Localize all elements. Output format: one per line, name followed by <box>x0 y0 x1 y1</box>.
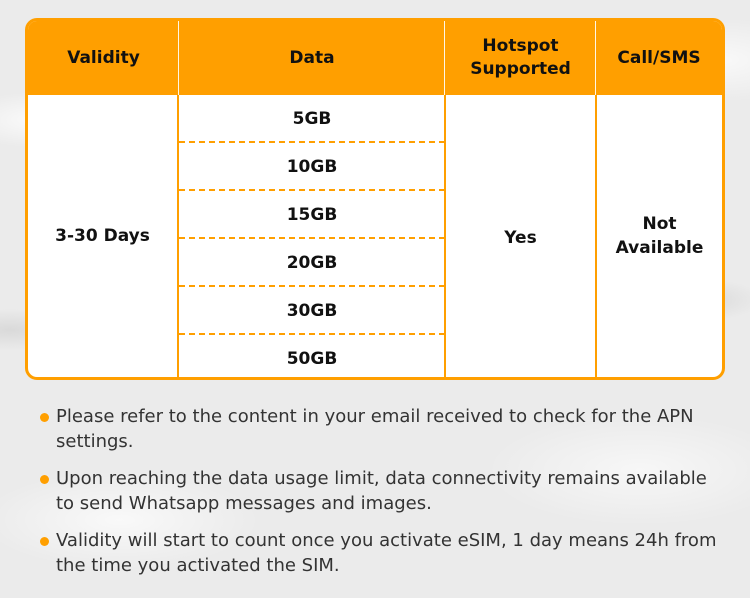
plan-table <box>25 18 725 380</box>
data-row-10gb: 10GB <box>286 157 338 177</box>
data-row-50gb: 50GB <box>286 349 338 369</box>
bullet-dot-icon <box>40 475 49 484</box>
list-item: Please refer to the content in your email received to check for the APN settings. <box>40 404 730 454</box>
notes-list <box>40 404 730 590</box>
data-row-15gb: 15GB <box>286 205 338 225</box>
header-divider <box>178 21 179 95</box>
data-row-30gb: 30GB <box>286 301 338 321</box>
hotspot-cell: Yes <box>504 228 537 248</box>
validity-cell: 3-30 Days <box>55 226 150 246</box>
header-hotspot: Hotspot Supported <box>470 36 571 79</box>
header-call-sms: Call/SMS <box>617 47 701 68</box>
call-sms-cell: Not Available <box>615 214 704 258</box>
list-item: Validity will start to count once you activate eSIM, 1 day means 24h from the time you activated the SIM. <box>40 528 730 578</box>
bullet-dot-icon <box>40 537 49 546</box>
data-row-5gb: 5GB <box>292 109 332 129</box>
header-data: Data <box>289 47 335 68</box>
table-header <box>28 21 722 95</box>
header-validity: Validity <box>67 47 140 68</box>
data-row-20gb: 20GB <box>286 253 338 273</box>
header-divider <box>595 21 596 95</box>
header-divider <box>444 21 445 95</box>
bullet-dot-icon <box>40 413 49 422</box>
list-item: Upon reaching the data usage limit, data connectivity remains available to send Whatsapp messages and images. <box>40 466 730 516</box>
